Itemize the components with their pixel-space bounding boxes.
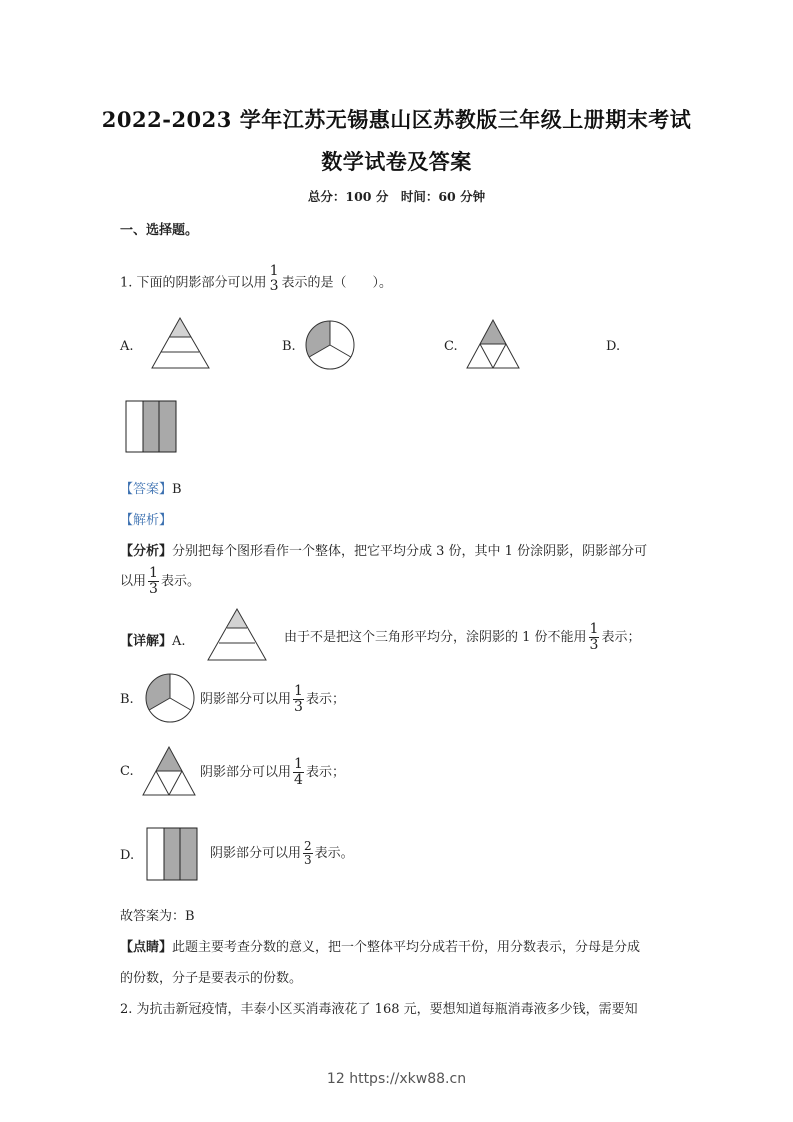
fraction: 1 3 (269, 263, 279, 294)
option-b-label: B. (282, 339, 296, 354)
detail-b-circle-figure (146, 674, 196, 722)
conclusion: 故答案为：B (120, 909, 195, 924)
option-d-label: D. (606, 339, 621, 354)
analysis-tag: 【解析】 (120, 513, 173, 528)
question-text: 下面的阴影部分可以用 (136, 275, 267, 291)
answer-line (120, 478, 182, 497)
detail-a-triangle-figure (208, 609, 266, 661)
detail-a-label: 【详解】A. (120, 634, 186, 649)
dianjing-line1: 【点睛】此题主要考查分数的意义，把一个整体平均分成若干份，用分数表示，分母是分成 (120, 940, 641, 955)
document-title-line1: 2022-2023 学年江苏无锡惠山区苏教版三年级上册期末考试 (101, 107, 692, 132)
page-footer (0, 1071, 793, 1087)
option-a-triangle-figure (152, 318, 210, 370)
detail-d-label: D. (120, 848, 135, 863)
question-2-stem (120, 998, 638, 1017)
option-d-rectangle-figure (126, 401, 177, 453)
option-c-label: C. (444, 339, 458, 354)
fraction: $\frac{1}{3}$ (589, 621, 599, 653)
detail-c-label: C. (120, 764, 134, 779)
dianjing-tag: 【点睛】 (120, 940, 173, 955)
xiangjie-tag: 【详解】 (120, 634, 173, 649)
fraction: $\frac{1}{3}$ (149, 565, 158, 597)
detail-d-text: 阴影部分可以用 $\frac{2}{3}$ 表示。 (210, 839, 354, 867)
document-title-line2: 数学试卷及答案 (321, 149, 472, 174)
dianjing-line2: 的份数，分子是要表示的份数。 (120, 971, 303, 986)
fenxi-line1: 【分析】分别把每个图形看作一个整体，把它平均分成 3 份，其中 1 份涂阴影，阴影部分可 (120, 544, 648, 559)
question-number: 2. (120, 1002, 133, 1017)
detail-c-triangle-figure (143, 747, 195, 795)
section-heading: 一、选择题。 (120, 223, 199, 238)
question-text: 为抗击新冠疫情，丰泰小区买消毒液花了 168 元，要想知道每瓶消毒液多少钱，需要知 (136, 1002, 638, 1017)
detail-d-rectangle-figure (147, 828, 198, 881)
page-number: 12 (326, 1071, 345, 1087)
fraction: $\frac{2}{3}$ (304, 839, 312, 867)
detail-b-label: B. (120, 692, 134, 707)
answer-value: B (172, 482, 182, 497)
fenxi-tag: 【分析】 (120, 544, 173, 559)
fenxi-line2: 以用 $\frac{1}{3}$ 表示。 (120, 565, 200, 597)
footer-url[interactable]: https://xkw88.cn (349, 1071, 467, 1087)
answer-tag: 【答案】 (120, 482, 173, 497)
option-c-triangle-figure (467, 320, 519, 370)
detail-c-text: 阴影部分可以用 $\frac{1}{4}$ 表示； (200, 756, 345, 788)
question-1-stem: 1. 下面的阴影部分可以用 1 3 表示的是（ ）。 (120, 263, 392, 294)
fraction: $\frac{1}{3}$ (294, 683, 303, 715)
option-b-circle-figure (306, 321, 356, 371)
detail-b-text: 阴影部分可以用 $\frac{1}{3}$ 表示； (200, 683, 345, 715)
option-a-label: A. (120, 339, 134, 354)
fraction: $\frac{1}{4}$ (294, 756, 303, 788)
exam-meta: 总分：100 分 时间：60 分钟 (307, 189, 486, 204)
detail-a-text: 由于不是把这个三角形平均分，涂阴影的 1 份不能用 $\frac{1}{3}$ 表示； (284, 621, 641, 653)
question-number: 1. (120, 275, 133, 291)
